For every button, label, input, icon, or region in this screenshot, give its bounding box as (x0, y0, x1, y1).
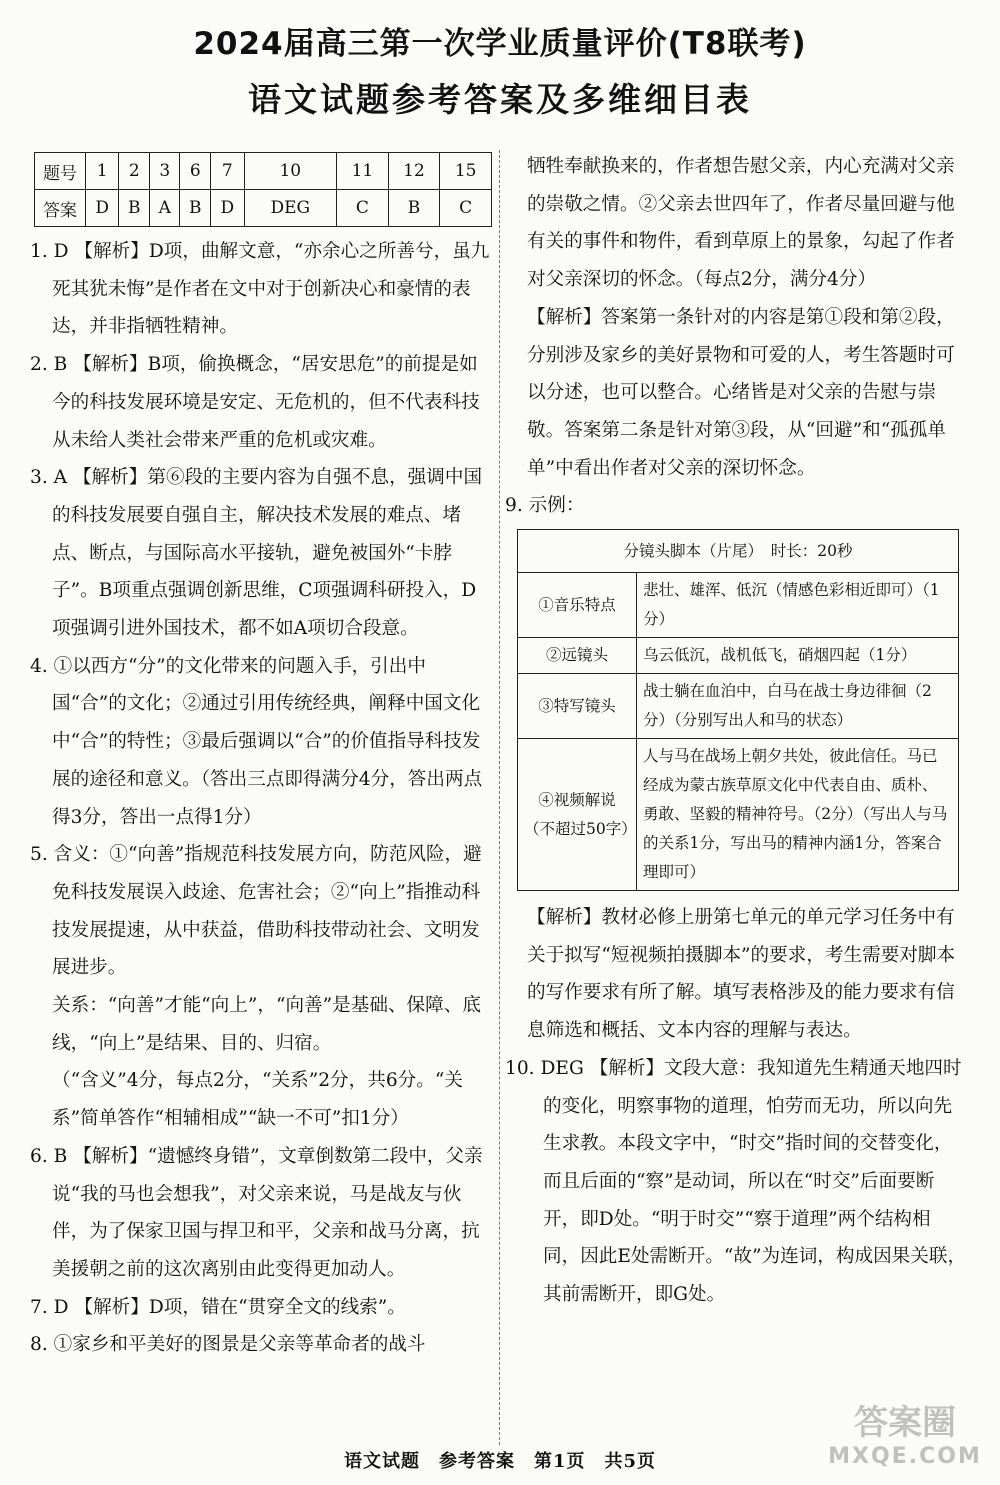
storyboard-content: 人与马在战场上朝夕共处，彼此信任。马已经成为蒙古族草原文化中代表自由、质朴、勇敢、坚毅的精神符号。（2分）（写出人与马的关系1分，写出马的精神内涵1分，答案合理即可） (637, 739, 959, 891)
storyboard-content: 乌云低沉，战机低飞，硝烟四起（1分） (637, 638, 959, 674)
table-cell: DEG (244, 190, 337, 227)
table-cell: D (211, 190, 244, 227)
table-cell: B (119, 190, 150, 227)
table-cell: D (86, 190, 119, 227)
column-divider (499, 150, 500, 1445)
table-row (518, 573, 959, 638)
answer-q9-analysis: 【解析】教材必修上册第七单元的单元学习任务中有关于拟写“短视频拍摄脚本”的要求，考生需要对脚本的写作要求有所了解。填写表格涉及的能力要求有信息筛选和概括、文本内容的理解与表达。 (527, 907, 956, 1042)
answer-q8-analysis: 【解析】答案第一条针对的内容是第①段和第②段，分别涉及家乡的美好景物和可爱的人，考生答题时可以分述，也可以整合。心绪皆是对父亲的告慰与崇敬。答案第二条是针对第③段，从“回避”和“孤孤单单”中看出作者对父亲的深切怀念。 (527, 306, 955, 479)
answer-q5-scoring: （“含义”4分，每点2分，“关系”2分，共6分。“关系”简单答作“相辅相成”“缺一不可”扣1分） (52, 1070, 463, 1130)
table-cell: B (388, 190, 440, 227)
table-cell: 6 (180, 153, 211, 190)
answer-q5-relation: 关系：“向善”才能“向上”，“向善”是基础、保障、底线，“向上”是结果、目的、归宿。 (52, 995, 481, 1054)
table-cell: A (150, 190, 180, 227)
table-cell: 2 (119, 153, 150, 190)
table-cell: C (337, 190, 389, 227)
answer-q3: 3. A 【解析】第⑥段的主要内容为自强不息，强调中国的科技发展要自强自主，解决技术发展的难点、堵点、断点，与国际高水平接轨，避免被国外“卡脖子”。B项重点强调创新思维，C项强调科研投入，D项强调引进外国技术，都不如A项切合段意。 (30, 467, 483, 640)
table-row (518, 674, 959, 739)
storyboard-label: ③特写镜头 (518, 674, 637, 739)
table-cell: C (440, 190, 492, 227)
storyboard-label: ②远镜头 (518, 638, 637, 674)
table-cell: 7 (211, 153, 244, 190)
answer-q2: 2. B 【解析】B项，偷换概念，“居安思危”的前提是如今的科技发展环境是安定、无危机的，但不代表科技从未给人类社会带来严重的危机或灾难。 (30, 354, 480, 451)
table-row (518, 739, 959, 891)
storyboard-label: ④视频解说（不超过50字） (518, 739, 637, 891)
answer-q7: 7. D 【解析】D项，错在“贯穿全文的线索”。 (30, 1296, 406, 1318)
answer-table-row-numbers (35, 153, 492, 190)
storyboard-content: 悲壮、雄浑、低沉（情感色彩相近即可）（1分） (637, 573, 959, 638)
table-cell: 10 (244, 153, 337, 190)
table-cell: 12 (388, 153, 440, 190)
answer-q1: 1. D 【解析】D项，曲解文意，“亦余心之所善兮，虽九死其犹未悔”是作者在文中对于创新决心和豪情的表达，并非指牺牲精神。 (30, 241, 490, 338)
storyboard-label: ①音乐特点 (518, 573, 637, 638)
table-header-cell: 答案 (35, 190, 86, 227)
right-column (505, 148, 967, 1314)
answer-q8-continued: 牺牲奉献换来的，作者想告慰父亲，内心充满对父亲的崇敬之情。②父亲去世四年了，作者尽量回避与他有关的事件和物件，看到草原上的景象，勾起了作者对父亲深切的怀念。（每点2分，满分4分） (527, 156, 955, 291)
table-cell: 3 (150, 153, 180, 190)
storyboard-header-row (518, 530, 959, 573)
table-cell: 11 (337, 153, 389, 190)
watermark-text: 答案圈 (854, 1403, 956, 1443)
answer-table (34, 152, 492, 227)
answer-q9-label: 9. 示例： (505, 495, 585, 517)
table-cell: 1 (86, 153, 119, 190)
table-header-cell: 题号 (35, 153, 86, 190)
page-subtitle: 语文试题参考答案及多维细目表 (248, 80, 752, 119)
page-footer: 语文试题 参考答案 第1页 共5页 (343, 1451, 657, 1472)
storyboard-content: 战士躺在血泊中，白马在战士身边徘徊（2分）（分别写出人和马的状态） (637, 674, 959, 739)
answer-q4: 4. ①以西方“分”的文化带来的问题入手，引出中国“合”的文化；②通过引用传统经典，阐释中国文化中“合”的特性；③最后强调以“合”的价值指导科技发展的途径和意义。（答出三点即得满分4分，答出两点得3分，答出一点得1分） (30, 655, 483, 828)
page-title: 2024届高三第一次学业质量评价(T8联考) (193, 26, 807, 62)
answer-q10: 10. DEG 【解析】文段大意：我知道先生精通天地四时的变化，明察事物的道理，怕劳而无功，所以向先生求教。本段文字中，“时交”指时间的交替变化，而且后面的“察”是动词，所以在“时交”后面要断开，即D处。“明于时交”“察于道理”两个结构相同，因此E处需断开。“故”为连词，构成因果关联，其前需断开，即G处。 (505, 1057, 967, 1306)
table-cell: B (180, 190, 211, 227)
storyboard-header: 分镜头脚本（片尾） 时长：20秒 (518, 530, 959, 573)
table-cell: 15 (440, 153, 492, 190)
storyboard-table (517, 529, 959, 891)
answer-q5-meaning: 5. 含义：①“向善”指规范科技发展方向，防范风险，避免科技发展误入歧途、危害社会；②“向上”指推动科技发展提速，从中获益，借助科技带动社会、文明发展进步。 (30, 844, 482, 979)
watermark-logo (820, 1395, 990, 1475)
answer-q6: 6. B 【解析】“遗憾终身错”，文章倒数第二段中，父亲说“我的马也会想我”，对父亲来说，马是战友与伙伴，为了保家卫国与捍卫和平，父亲和战马分离，抗美援朝之前的这次离别由此变得更加动人。 (30, 1145, 483, 1280)
left-column (30, 152, 492, 1364)
watermark-url: MXQE.COM (828, 1444, 982, 1469)
answer-table-row-answers (35, 190, 492, 227)
answer-q8: 8. ①家乡和平美好的图景是父亲等革命者的战斗 (30, 1334, 426, 1356)
table-row (518, 638, 959, 674)
